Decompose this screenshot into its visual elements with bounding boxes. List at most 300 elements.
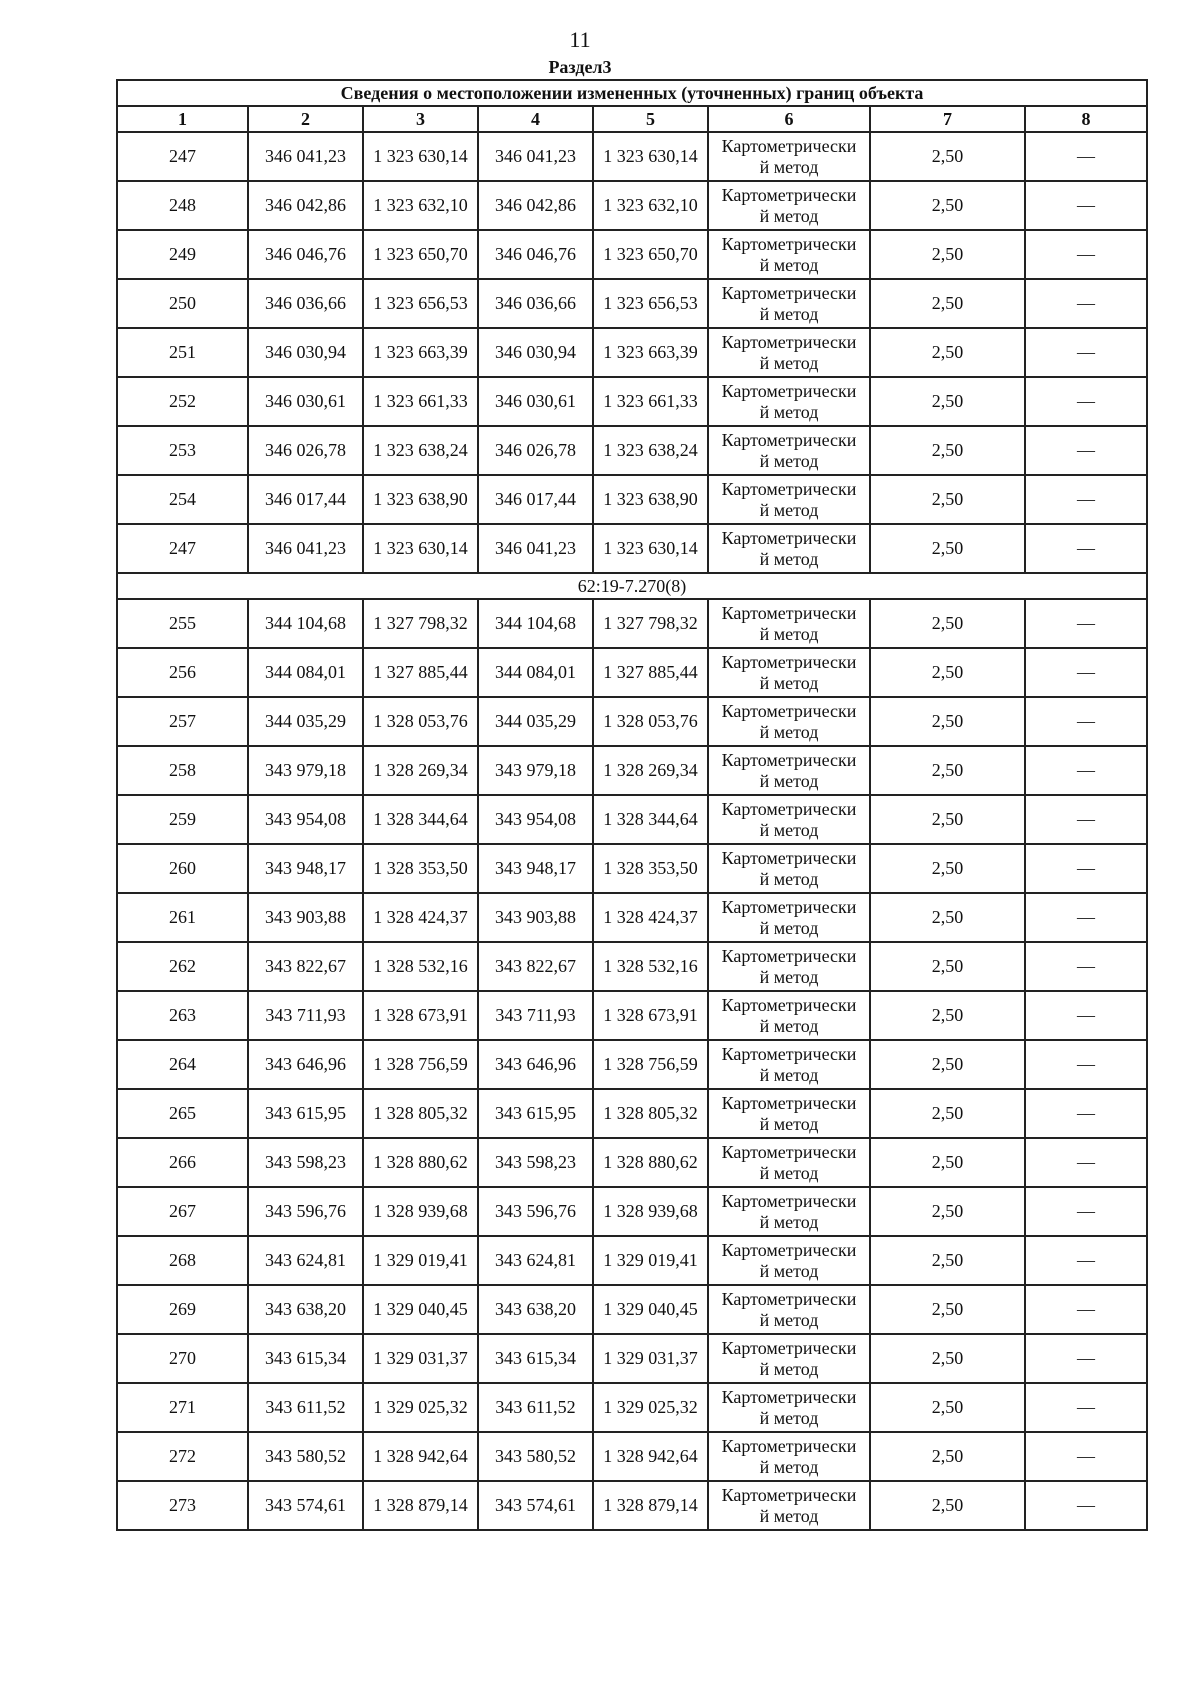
cell-y-existing: 1 323 663,39: [363, 328, 478, 377]
method-text-line: Картометрически: [721, 1288, 857, 1309]
cell-x-existing: 346 030,61: [248, 377, 363, 426]
cell-x-new: 346 046,76: [478, 230, 593, 279]
cell-method: [708, 1187, 870, 1236]
cell-x-new: 343 574,61: [478, 1481, 593, 1530]
method-text-line: Картометрически: [721, 994, 857, 1015]
cell-y-existing: 1 328 673,91: [363, 991, 478, 1040]
cell-y-existing: 1 328 880,62: [363, 1138, 478, 1187]
boundary-coordinates-table: [116, 79, 1148, 1531]
cell-method: [708, 893, 870, 942]
cell-x-new: 343 948,17: [478, 844, 593, 893]
table-row: [117, 1432, 1147, 1481]
cell-method: [708, 697, 870, 746]
cell-x-existing: 343 580,52: [248, 1432, 363, 1481]
cell-point-number: 247: [117, 524, 248, 573]
cell-accuracy: 2,50: [870, 942, 1025, 991]
cell-method: [708, 991, 870, 1040]
cell-point-number: 259: [117, 795, 248, 844]
cell-y-new: 1 327 885,44: [593, 648, 708, 697]
cell-point-number: 272: [117, 1432, 248, 1481]
cell-y-existing: 1 328 939,68: [363, 1187, 478, 1236]
table-row: [117, 795, 1147, 844]
cell-point-number: 248: [117, 181, 248, 230]
cell-y-existing: 1 323 630,14: [363, 132, 478, 181]
cell-y-new: 1 328 756,59: [593, 1040, 708, 1089]
cell-y-new: 1 328 880,62: [593, 1138, 708, 1187]
column-header: 2: [248, 106, 363, 132]
cell-y-new: 1 323 663,39: [593, 328, 708, 377]
cell-x-existing: 344 035,29: [248, 697, 363, 746]
cell-y-new: 1 328 942,64: [593, 1432, 708, 1481]
cell-x-new: 343 954,08: [478, 795, 593, 844]
method-text-line: й метод: [759, 499, 819, 520]
cell-method: [708, 328, 870, 377]
column-header: 5: [593, 106, 708, 132]
cell-method: [708, 1236, 870, 1285]
cell-accuracy: 2,50: [870, 426, 1025, 475]
cell-point-number: 273: [117, 1481, 248, 1530]
column-header: 3: [363, 106, 478, 132]
cell-accuracy: 2,50: [870, 230, 1025, 279]
cell-description: —: [1025, 1432, 1147, 1481]
method-text-line: Картометрически: [721, 527, 857, 548]
cell-x-existing: 343 822,67: [248, 942, 363, 991]
cell-y-existing: 1 329 025,32: [363, 1383, 478, 1432]
cell-accuracy: 2,50: [870, 475, 1025, 524]
cell-y-existing: 1 323 650,70: [363, 230, 478, 279]
cell-x-new: 343 598,23: [478, 1138, 593, 1187]
table-row: [117, 230, 1147, 279]
cell-y-new: 1 328 879,14: [593, 1481, 708, 1530]
cell-x-existing: 343 948,17: [248, 844, 363, 893]
cell-accuracy: 2,50: [870, 599, 1025, 648]
method-text-line: Картометрически: [721, 651, 857, 672]
column-header-row: [117, 106, 1147, 132]
cell-x-new: 343 624,81: [478, 1236, 593, 1285]
cell-accuracy: 2,50: [870, 181, 1025, 230]
cell-method: [708, 475, 870, 524]
cell-y-new: 1 329 040,45: [593, 1285, 708, 1334]
table-row: [117, 181, 1147, 230]
table-row: [117, 1236, 1147, 1285]
parcel-id: 62:19-7.270(8): [117, 573, 1147, 599]
cell-y-new: 1 327 798,32: [593, 599, 708, 648]
method-text-line: Картометрически: [721, 1435, 857, 1456]
cell-accuracy: 2,50: [870, 524, 1025, 573]
method-text-line: й метод: [759, 1309, 819, 1330]
cell-x-existing: 343 615,95: [248, 1089, 363, 1138]
table-row: [117, 697, 1147, 746]
cell-y-existing: 1 328 353,50: [363, 844, 478, 893]
method-text-line: Картометрически: [721, 847, 857, 868]
cell-x-new: 343 903,88: [478, 893, 593, 942]
method-text-line: й метод: [759, 966, 819, 987]
cell-x-new: 344 035,29: [478, 697, 593, 746]
cell-y-new: 1 323 656,53: [593, 279, 708, 328]
cell-y-new: 1 328 269,34: [593, 746, 708, 795]
cell-x-existing: 344 104,68: [248, 599, 363, 648]
cell-accuracy: 2,50: [870, 1432, 1025, 1481]
cell-description: —: [1025, 230, 1147, 279]
cell-y-existing: 1 323 638,24: [363, 426, 478, 475]
method-text-line: Картометрически: [721, 1190, 857, 1211]
table-caption: Сведения о местоположении измененных (уточненных) границ объекта: [117, 80, 1147, 106]
cell-x-new: 343 638,20: [478, 1285, 593, 1334]
cell-y-new: 1 329 025,32: [593, 1383, 708, 1432]
cell-point-number: 260: [117, 844, 248, 893]
cell-description: —: [1025, 524, 1147, 573]
cell-description: —: [1025, 1285, 1147, 1334]
cell-y-existing: 1 327 885,44: [363, 648, 478, 697]
cell-x-existing: 343 596,76: [248, 1187, 363, 1236]
method-text-line: й метод: [759, 721, 819, 742]
cell-accuracy: 2,50: [870, 746, 1025, 795]
cell-x-new: 344 084,01: [478, 648, 593, 697]
cell-y-new: 1 328 805,32: [593, 1089, 708, 1138]
cell-method: [708, 648, 870, 697]
cell-x-existing: 343 598,23: [248, 1138, 363, 1187]
cell-x-new: 346 041,23: [478, 524, 593, 573]
cell-y-new: 1 329 019,41: [593, 1236, 708, 1285]
cell-x-existing: 346 017,44: [248, 475, 363, 524]
cell-x-existing: 343 624,81: [248, 1236, 363, 1285]
method-text-line: й метод: [759, 352, 819, 373]
cell-y-new: 1 323 638,90: [593, 475, 708, 524]
cell-description: —: [1025, 181, 1147, 230]
cell-description: —: [1025, 1040, 1147, 1089]
method-text-line: Картометрически: [721, 331, 857, 352]
cell-y-new: 1 323 632,10: [593, 181, 708, 230]
cell-x-new: 343 711,93: [478, 991, 593, 1040]
cell-description: —: [1025, 697, 1147, 746]
cell-accuracy: 2,50: [870, 1138, 1025, 1187]
cell-method: [708, 1040, 870, 1089]
method-text-line: Картометрически: [721, 380, 857, 401]
cell-point-number: 266: [117, 1138, 248, 1187]
cell-point-number: 247: [117, 132, 248, 181]
cell-accuracy: 2,50: [870, 1285, 1025, 1334]
table-body: [117, 80, 1147, 1530]
cell-method: [708, 181, 870, 230]
method-text-line: Картометрически: [721, 896, 857, 917]
cell-x-existing: 343 903,88: [248, 893, 363, 942]
cell-method: [708, 1432, 870, 1481]
cell-description: —: [1025, 1481, 1147, 1530]
cell-method: [708, 746, 870, 795]
table-row: [117, 1285, 1147, 1334]
cell-y-new: 1 323 650,70: [593, 230, 708, 279]
cell-point-number: 261: [117, 893, 248, 942]
cell-point-number: 268: [117, 1236, 248, 1285]
cell-x-existing: 346 026,78: [248, 426, 363, 475]
table-row: [117, 328, 1147, 377]
cell-description: —: [1025, 1334, 1147, 1383]
cell-x-new: 343 615,34: [478, 1334, 593, 1383]
cell-accuracy: 2,50: [870, 1334, 1025, 1383]
cell-point-number: 264: [117, 1040, 248, 1089]
method-text-line: й метод: [759, 1358, 819, 1379]
table-row: [117, 648, 1147, 697]
cell-x-new: 343 580,52: [478, 1432, 593, 1481]
column-header: 7: [870, 106, 1025, 132]
table-row: [117, 1138, 1147, 1187]
cell-description: —: [1025, 942, 1147, 991]
cell-description: —: [1025, 746, 1147, 795]
method-text-line: Картометрически: [721, 135, 857, 156]
method-text-line: й метод: [759, 1505, 819, 1526]
cell-method: [708, 844, 870, 893]
cell-method: [708, 1481, 870, 1530]
cell-method: [708, 426, 870, 475]
cell-x-existing: 343 711,93: [248, 991, 363, 1040]
cell-point-number: 265: [117, 1089, 248, 1138]
cell-y-new: 1 328 053,76: [593, 697, 708, 746]
method-text-line: й метод: [759, 401, 819, 422]
cell-y-existing: 1 323 638,90: [363, 475, 478, 524]
cell-x-existing: 346 041,23: [248, 132, 363, 181]
table-row: [117, 132, 1147, 181]
cell-y-existing: 1 329 019,41: [363, 1236, 478, 1285]
cell-description: —: [1025, 377, 1147, 426]
method-text-line: й метод: [759, 205, 819, 226]
cell-y-new: 1 323 661,33: [593, 377, 708, 426]
table-row: [117, 279, 1147, 328]
cell-x-new: 343 646,96: [478, 1040, 593, 1089]
cell-method: [708, 1383, 870, 1432]
cell-description: —: [1025, 475, 1147, 524]
cell-x-new: 346 042,86: [478, 181, 593, 230]
cell-description: —: [1025, 1138, 1147, 1187]
cell-point-number: 256: [117, 648, 248, 697]
cell-y-new: 1 328 353,50: [593, 844, 708, 893]
method-text-line: й метод: [759, 450, 819, 471]
method-text-line: Картометрически: [721, 1092, 857, 1113]
method-text-line: й метод: [759, 917, 819, 938]
cell-point-number: 252: [117, 377, 248, 426]
table-row: [117, 1187, 1147, 1236]
cell-x-new: 344 104,68: [478, 599, 593, 648]
cell-y-new: 1 323 630,14: [593, 524, 708, 573]
cell-accuracy: 2,50: [870, 1383, 1025, 1432]
cell-point-number: 262: [117, 942, 248, 991]
cell-accuracy: 2,50: [870, 844, 1025, 893]
cell-x-existing: 343 646,96: [248, 1040, 363, 1089]
cell-y-existing: 1 323 632,10: [363, 181, 478, 230]
cell-point-number: 249: [117, 230, 248, 279]
cell-accuracy: 2,50: [870, 377, 1025, 426]
cell-point-number: 251: [117, 328, 248, 377]
cell-method: [708, 279, 870, 328]
cell-point-number: 250: [117, 279, 248, 328]
cell-y-existing: 1 328 942,64: [363, 1432, 478, 1481]
cell-method: [708, 230, 870, 279]
method-text-line: Картометрически: [721, 1043, 857, 1064]
method-text-line: Картометрически: [721, 798, 857, 819]
table-row: [117, 377, 1147, 426]
cell-x-existing: 346 041,23: [248, 524, 363, 573]
cell-accuracy: 2,50: [870, 1481, 1025, 1530]
cell-x-existing: 343 574,61: [248, 1481, 363, 1530]
table-row: [117, 746, 1147, 795]
cell-x-new: 346 036,66: [478, 279, 593, 328]
column-header: 1: [117, 106, 248, 132]
table-row: [117, 893, 1147, 942]
column-header: 8: [1025, 106, 1147, 132]
cell-y-existing: 1 328 805,32: [363, 1089, 478, 1138]
table-row: [117, 991, 1147, 1040]
table-row: [117, 1334, 1147, 1383]
cell-y-existing: 1 328 269,34: [363, 746, 478, 795]
cell-method: [708, 599, 870, 648]
cell-accuracy: 2,50: [870, 328, 1025, 377]
column-header: 4: [478, 106, 593, 132]
method-text-line: Картометрически: [721, 1141, 857, 1162]
cell-y-new: 1 328 424,37: [593, 893, 708, 942]
method-text-line: Картометрически: [721, 478, 857, 499]
cell-accuracy: 2,50: [870, 1236, 1025, 1285]
table-row: [117, 599, 1147, 648]
method-text-line: Картометрически: [721, 1386, 857, 1407]
cell-description: —: [1025, 328, 1147, 377]
method-text-line: Картометрически: [721, 1239, 857, 1260]
table-row: [117, 1383, 1147, 1432]
cell-x-existing: 346 042,86: [248, 181, 363, 230]
cell-method: [708, 942, 870, 991]
method-text-line: й метод: [759, 819, 819, 840]
cell-y-existing: 1 323 656,53: [363, 279, 478, 328]
cell-x-new: 343 615,95: [478, 1089, 593, 1138]
method-text-line: й метод: [759, 1015, 819, 1036]
section-title: Раздел3: [548, 57, 612, 77]
cell-description: —: [1025, 1089, 1147, 1138]
table-row: [117, 524, 1147, 573]
cell-x-existing: 343 611,52: [248, 1383, 363, 1432]
cell-accuracy: 2,50: [870, 795, 1025, 844]
cell-description: —: [1025, 132, 1147, 181]
cell-accuracy: 2,50: [870, 279, 1025, 328]
cell-method: [708, 132, 870, 181]
cell-method: [708, 1334, 870, 1383]
method-text-line: й метод: [759, 1113, 819, 1134]
method-text-line: Картометрически: [721, 602, 857, 623]
cell-point-number: 258: [117, 746, 248, 795]
cell-accuracy: 2,50: [870, 697, 1025, 746]
cell-x-existing: 343 979,18: [248, 746, 363, 795]
cell-y-new: 1 328 344,64: [593, 795, 708, 844]
table-row: [117, 844, 1147, 893]
cell-method: [708, 377, 870, 426]
method-text-line: й метод: [759, 1456, 819, 1477]
method-text-line: Картометрически: [721, 1484, 857, 1505]
cell-y-existing: 1 323 630,14: [363, 524, 478, 573]
cell-point-number: 269: [117, 1285, 248, 1334]
cell-x-new: 343 611,52: [478, 1383, 593, 1432]
cell-x-new: 346 030,94: [478, 328, 593, 377]
cell-y-existing: 1 328 879,14: [363, 1481, 478, 1530]
cell-accuracy: 2,50: [870, 1089, 1025, 1138]
table-row: [117, 1481, 1147, 1530]
cell-x-existing: 346 036,66: [248, 279, 363, 328]
method-text-line: й метод: [759, 254, 819, 275]
method-text-line: й метод: [759, 156, 819, 177]
cell-y-existing: 1 328 756,59: [363, 1040, 478, 1089]
cell-y-existing: 1 323 661,33: [363, 377, 478, 426]
table-row: [117, 942, 1147, 991]
cell-point-number: 271: [117, 1383, 248, 1432]
method-text-line: Картометрически: [721, 749, 857, 770]
cell-y-existing: 1 329 031,37: [363, 1334, 478, 1383]
cell-point-number: 253: [117, 426, 248, 475]
method-text-line: й метод: [759, 1407, 819, 1428]
method-text-line: Картометрически: [721, 945, 857, 966]
method-text-line: Картометрически: [721, 429, 857, 450]
cell-description: —: [1025, 795, 1147, 844]
cell-x-existing: 344 084,01: [248, 648, 363, 697]
method-text-line: Картометрически: [721, 700, 857, 721]
cell-description: —: [1025, 426, 1147, 475]
cell-accuracy: 2,50: [870, 991, 1025, 1040]
method-text-line: й метод: [759, 303, 819, 324]
cell-y-existing: 1 328 344,64: [363, 795, 478, 844]
column-header: 6: [708, 106, 870, 132]
method-text-line: й метод: [759, 868, 819, 889]
method-text-line: Картометрически: [721, 282, 857, 303]
cell-method: [708, 795, 870, 844]
cell-x-existing: 346 030,94: [248, 328, 363, 377]
cell-x-new: 346 026,78: [478, 426, 593, 475]
cell-y-existing: 1 329 040,45: [363, 1285, 478, 1334]
cell-accuracy: 2,50: [870, 648, 1025, 697]
method-text-line: й метод: [759, 1064, 819, 1085]
cell-point-number: 270: [117, 1334, 248, 1383]
cell-description: —: [1025, 893, 1147, 942]
method-text-line: й метод: [759, 1211, 819, 1232]
table-row: [117, 475, 1147, 524]
cell-y-new: 1 328 939,68: [593, 1187, 708, 1236]
cell-x-existing: 346 046,76: [248, 230, 363, 279]
cell-y-existing: 1 328 424,37: [363, 893, 478, 942]
cell-point-number: 267: [117, 1187, 248, 1236]
method-text-line: й метод: [759, 1162, 819, 1183]
cell-description: —: [1025, 991, 1147, 1040]
cell-y-existing: 1 328 532,16: [363, 942, 478, 991]
cell-description: —: [1025, 1383, 1147, 1432]
cell-y-existing: 1 328 053,76: [363, 697, 478, 746]
cell-method: [708, 1285, 870, 1334]
cell-accuracy: 2,50: [870, 893, 1025, 942]
cell-point-number: 257: [117, 697, 248, 746]
parcel-id-row: [117, 573, 1147, 599]
cell-y-new: 1 329 031,37: [593, 1334, 708, 1383]
cell-description: —: [1025, 1236, 1147, 1285]
cell-x-new: 346 030,61: [478, 377, 593, 426]
method-text-line: Картометрически: [721, 233, 857, 254]
cell-description: —: [1025, 599, 1147, 648]
table-row: [117, 1089, 1147, 1138]
cell-y-new: 1 328 532,16: [593, 942, 708, 991]
method-text-line: й метод: [759, 1260, 819, 1281]
method-text-line: й метод: [759, 672, 819, 693]
cell-point-number: 254: [117, 475, 248, 524]
method-text-line: Картометрически: [721, 184, 857, 205]
cell-accuracy: 2,50: [870, 1187, 1025, 1236]
cell-description: —: [1025, 648, 1147, 697]
method-text-line: й метод: [759, 623, 819, 644]
cell-description: —: [1025, 279, 1147, 328]
cell-y-existing: 1 327 798,32: [363, 599, 478, 648]
cell-x-new: 346 041,23: [478, 132, 593, 181]
cell-x-new: 346 017,44: [478, 475, 593, 524]
